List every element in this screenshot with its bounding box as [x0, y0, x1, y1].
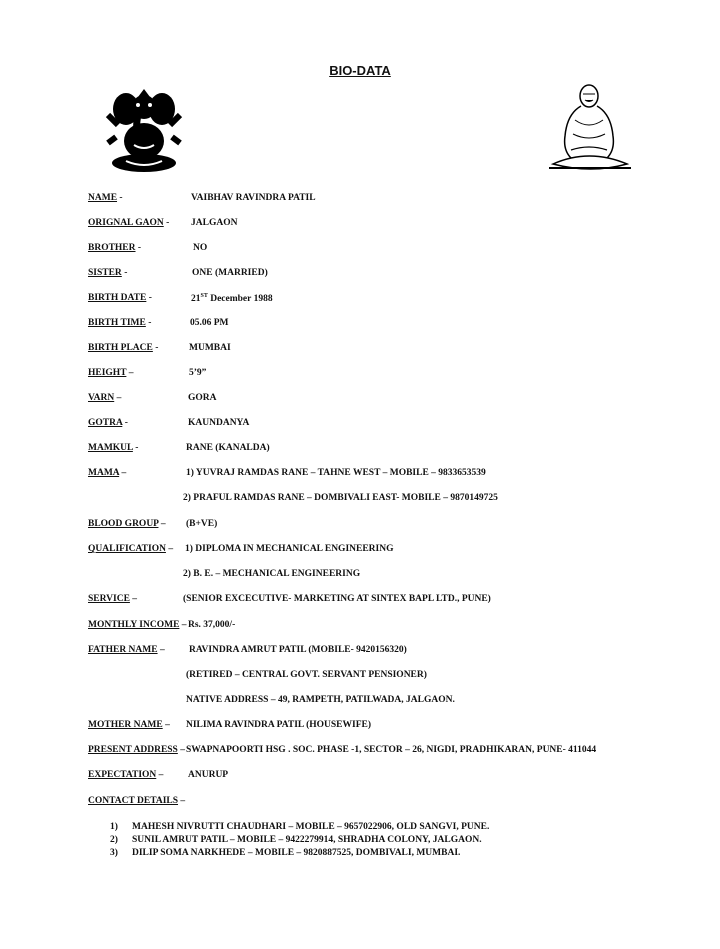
field-label: SERVICE	[88, 594, 130, 604]
field-label: ORIGNAL GAON	[88, 218, 164, 228]
field-label: BROTHER	[88, 243, 136, 253]
field-label: GOTRA	[88, 418, 123, 428]
field-value: RANE (KANALDA)	[186, 443, 270, 453]
document-title: BIO-DATA	[329, 63, 391, 78]
field-label: MOTHER NAME	[88, 720, 163, 730]
ganesh-image	[104, 85, 184, 175]
field-value: SWAPNAPOORTI HSG . SOC. PHASE -1, SECTOR – 26, NIGDI, PRADHIKARAN, PUNE- 411044	[186, 745, 597, 755]
field-label: BIRTH PLACE	[88, 343, 153, 353]
field-value: 5’9”	[189, 368, 207, 378]
field-value: 05.06 PM	[190, 318, 229, 328]
contact-item: 3) DILIP SOMA NARKHEDE – MOBILE – 9820887525, DOMBIVALI, MUMBAI.	[110, 848, 461, 858]
field-label: MAMKUL	[88, 443, 133, 453]
field-value: NO	[193, 243, 208, 253]
field-value: 21ST December 1988	[191, 293, 273, 305]
field-value: (SENIOR EXCECUTIVE- MARKETING AT SINTEX BAPL LTD., PUNE)	[183, 594, 491, 604]
field-value: RAVINDRA AMRUT PATIL (MOBILE- 9420156320)	[189, 645, 407, 655]
saint-image	[545, 80, 635, 175]
field-value: GORA	[188, 393, 217, 403]
field-label: BIRTH TIME	[88, 318, 146, 328]
field-value-line2: 2) PRAFUL RAMDAS RANE – DOMBIVALI EAST- MOBILE – 9870149725	[183, 493, 498, 503]
field-value: NILIMA RAVINDRA PATIL (HOUSEWIFE)	[186, 720, 372, 730]
field-label: SISTER	[88, 268, 122, 278]
field-label: HEIGHT	[88, 368, 127, 378]
field-value: 1) DIPLOMA IN MECHANICAL ENGINEERING	[185, 544, 394, 554]
field-label: BIRTH DATE	[88, 293, 147, 303]
field-label: CONTACT DETAILS	[88, 796, 179, 806]
field-value: KAUNDANYA	[188, 418, 250, 428]
field-label: VARN	[88, 393, 115, 403]
field-value: (B+VE)	[186, 519, 218, 529]
field-label: EXPECTATION	[88, 770, 157, 780]
field-value: ANURUP	[188, 770, 229, 780]
field-label: QUALIFICATION	[88, 544, 166, 554]
field-value: ONE (MARRIED)	[192, 268, 268, 278]
field-label: FATHER NAME	[88, 645, 158, 655]
contact-item: 1) MAHESH NIVRUTTI CHAUDHARI – MOBILE – 9657022906, OLD SANGVI, PUNE.	[110, 822, 490, 832]
field-label: NAME	[88, 193, 118, 203]
field-value: MUMBAI	[189, 343, 231, 353]
field-label: BLOOD GROUP	[88, 519, 159, 529]
field-value-line2: (RETIRED – CENTRAL GOVT. SERVANT PENSIONER)	[186, 670, 427, 680]
field-label: MAMA	[88, 468, 120, 478]
field-value: 1) YUVRAJ RAMDAS RANE – TAHNE WEST – MOBILE – 9833653539	[186, 468, 486, 478]
field-value: JALGAON	[191, 218, 238, 228]
contact-item: 2) SUNIL AMRUT PATIL – MOBILE – 9422279914, SHRADHA COLONY, JALGAON.	[110, 835, 482, 845]
field-value-line3: NATIVE ADDRESS – 49, RAMPETH, PATILWADA, JALGAON.	[186, 695, 455, 705]
field-value-line2: 2) B. E. – MECHANICAL ENGINEERING	[183, 569, 361, 579]
field-value: VAIBHAV RAVINDRA PATIL	[191, 193, 316, 203]
field-value: Rs. 37,000/-	[188, 620, 236, 630]
field-label: MONTHLY INCOME	[88, 620, 180, 630]
field-label: PRESENT ADDRESS	[88, 745, 178, 755]
